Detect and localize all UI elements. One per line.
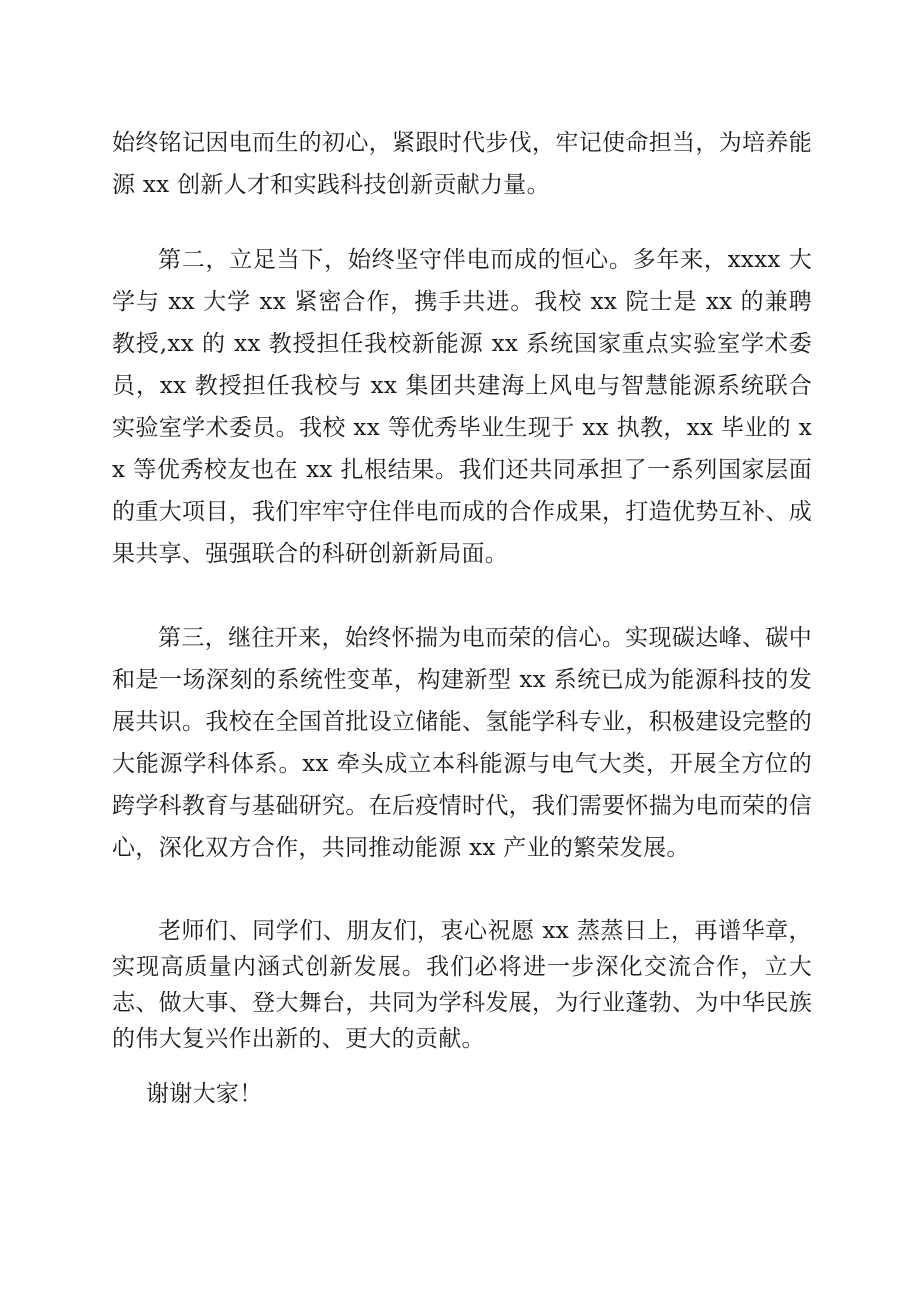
paragraph-thanks: 谢谢大家！ (146, 1081, 263, 1107)
paragraph-closing-wishes: 老师们、同学们、朋友们，衷心祝愿 xx 蒸蒸日上，再谱华章，实现高质量内涵式创新发展。我们必将进一步深化交流合作，立大志、做大事、登大舞台，共同为学科发展，为行业蓬勃、为中华民族的伟大复兴作出新的、更大的贡献。 (112, 918, 812, 1052)
paragraph-second-point: 第二，立足当下，始终坚守伴电而成的恒心。多年来，xxxx 大学与 xx 大学 xx 紧密合作，携手共进。我校 xx 院士是 xx 的兼聘教授,xx 的 xx 教授担任我校新能源 xx 系统国家重点实验室学术委员，xx 教授担任我校与 xx 集团共建海上风电与智慧能源系统联合实验室学术委员。我校 xx 等优秀毕业生现于 xx 执教，xx 毕业的 xx 等优秀校友也在 xx 扎根结果。我们还共同承担了一系列国家层面的重大项目，我们牢牢守住伴电而成的合作成果，打造优势互补、成果共享、强强联合的科研创新新局面。 (112, 247, 812, 567)
paragraph-continuation: 始终铭记因电而生的初心，紧跟时代步伐，牢记使命担当，为培养能源 xx 创新人才和实践科技创新贡献力量。 (112, 130, 812, 198)
paragraph-third-point: 第三，继往开来，始终怀揣为电而荣的信心。实现碳达峰、碳中和是一场深刻的系统性变革，构建新型 xx 系统已成为能源科技的发展共识。我校在全国首批设立储能、氢能学科专业，积极建设完整的大能源学科体系。xx 牵头成立本科能源与电气大类，开展全方位的跨学科教育与基础研究。在后疫情时代，我们需要怀揣为电而荣的信心，深化双方合作，共同推动能源 xx 产业的繁荣发展。 (112, 625, 812, 861)
